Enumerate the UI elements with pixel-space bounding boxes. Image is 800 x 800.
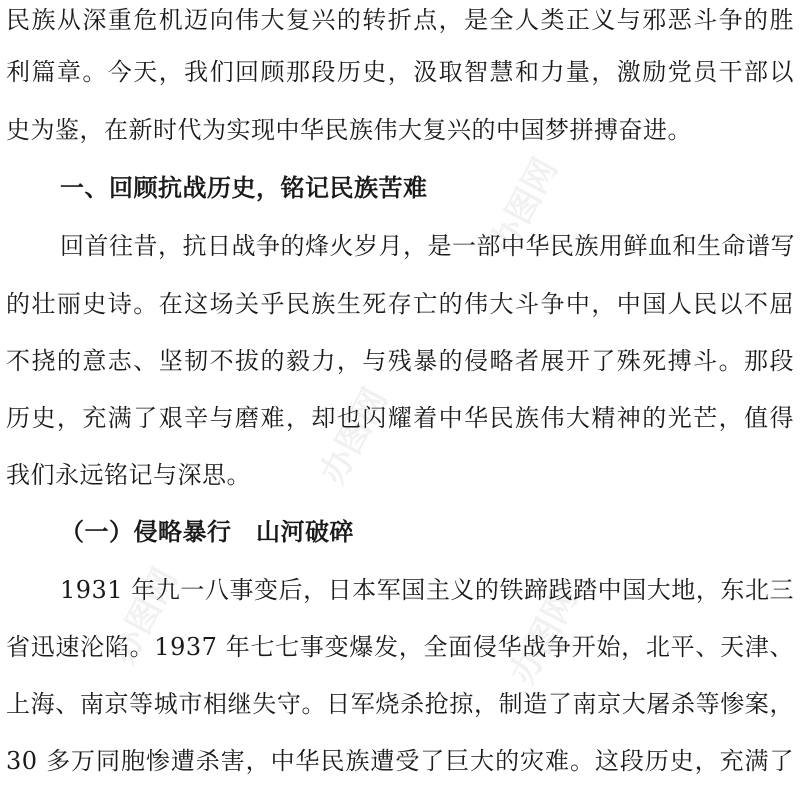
paragraph-line: 利篇章。今天，我们回顾那段历史，汲取智慧和力量，激励党员干部以 xyxy=(6,58,794,86)
watermark-logo: 办图网 xyxy=(102,561,186,671)
paragraph-line: 30 多万同胞惨遭杀害，中华民族遭受了巨大的灾难。这段历史，充满了 xyxy=(6,747,794,775)
watermark-logo: 办图网 xyxy=(502,581,586,691)
section-heading: 一、回顾抗战历史，铭记民族苦难 xyxy=(60,174,428,202)
paragraph-line: 历史，充满了艰辛与磨难，却也闪耀着中华民族伟大精神的光芒，值得 xyxy=(6,404,794,432)
paragraph-line: 的壮丽史诗。在这场关乎民族生死存亡的伟大斗争中，中国人民以不屈 xyxy=(6,290,794,318)
paragraph-line: 我们永远铭记与深思。 xyxy=(6,461,251,489)
paragraph-line: 史为鉴，在新时代为实现中华民族伟大复兴的中国梦拼搏奋进。 xyxy=(6,116,692,144)
paragraph-line: 上海、南京等城市相继失守。日军烧杀抢掠，制造了南京大屠杀等惨案， xyxy=(6,690,794,718)
paragraph-line: 回首往昔，抗日战争的烽火岁月，是一部中华民族用鲜血和生命谱写 xyxy=(60,232,795,260)
watermark-logo: 办图网 xyxy=(482,151,566,261)
paragraph-line: 1931 年九一八事变后，日本军国主义的铁蹄践踏中国大地，东北三 xyxy=(60,576,794,604)
paragraph-line: 民族从深重危机迈向伟大复兴的转折点，是全人类正义与邪恶斗争的胜 xyxy=(6,6,794,34)
subsection-heading: （一）侵略暴行 山河破碎 xyxy=(60,518,354,546)
paragraph-line: 省迅速沦陷。1937 年七七事变爆发，全面侵华战争开始，北平、天津、 xyxy=(6,633,794,661)
watermark-logo: 办图网 xyxy=(312,381,396,491)
paragraph-line: 不挠的意志、坚韧不拔的毅力，与残暴的侵略者展开了殊死搏斗。那段 xyxy=(6,347,794,375)
